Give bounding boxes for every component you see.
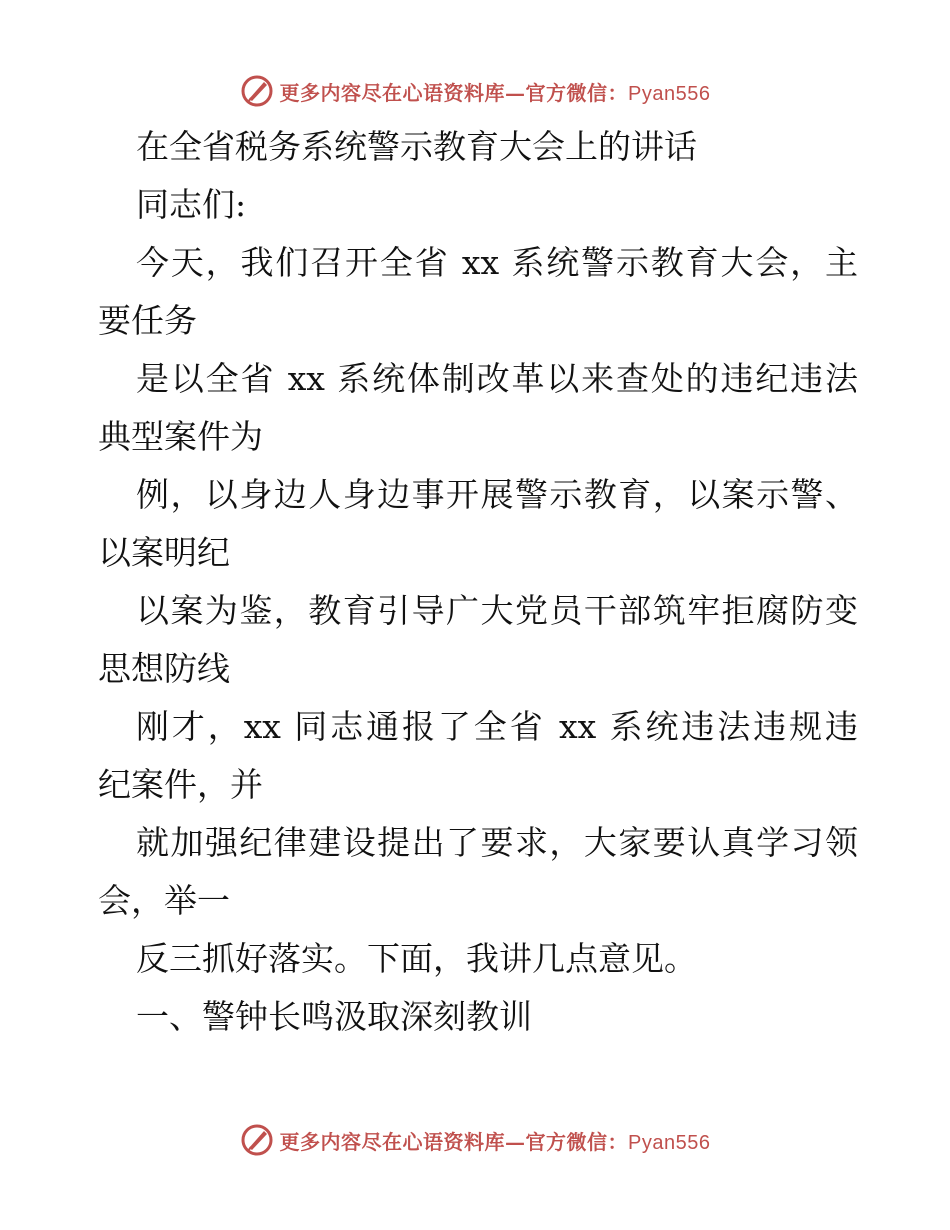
- paragraph-line: 以案明纪: [98, 533, 230, 572]
- paragraph-line: 纪案件，并: [98, 765, 263, 804]
- paragraph-line: 会，举一: [98, 881, 230, 920]
- paragraph-line: 典型案件为: [98, 417, 263, 456]
- watermark-text: 更多内容尽在心语资料库—官方微信：Pyan556: [279, 1129, 711, 1154]
- paragraph-line: 是以全省 xx 系统体制改革以来查处的违纪违法: [136, 359, 858, 398]
- document-body: [98, 118, 858, 1046]
- paragraph-line: 就加强纪律建设提出了要求，大家要认真学习领: [136, 823, 858, 862]
- wechat-id: Pyan556: [628, 1131, 711, 1154]
- salutation: 同志们:: [136, 185, 247, 224]
- quill-pen-logo-icon: [240, 1123, 274, 1157]
- quill-pen-logo-icon: [240, 74, 274, 108]
- paragraph-line: 思想防线: [98, 649, 230, 688]
- paragraph-line: 例，以身边人身边事开展警示教育，以案示警、: [136, 475, 858, 514]
- paragraph-line: 反三抓好落实。下面，我讲几点意见。: [136, 939, 697, 978]
- paragraph-line: 以案为鉴，教育引导广大党员干部筑牢拒腐防变: [136, 591, 858, 630]
- paragraph-line: 今天，我们召开全省 xx 系统警示教育大会，主: [136, 243, 858, 282]
- paragraph-line: 刚才，xx 同志通报了全省 xx 系统违法违规违: [136, 707, 858, 746]
- header-watermark-banner: [0, 71, 950, 111]
- wechat-id: Pyan556: [628, 82, 711, 105]
- watermark-text: 更多内容尽在心语资料库—官方微信：Pyan556: [279, 80, 711, 105]
- document-title: 在全省税务系统警示教育大会上的讲话: [136, 127, 697, 166]
- paragraph-line: 要任务: [98, 301, 197, 340]
- section-heading: 一、警钟长鸣汲取深刻教训: [136, 997, 532, 1036]
- footer-watermark-banner: [0, 1120, 950, 1160]
